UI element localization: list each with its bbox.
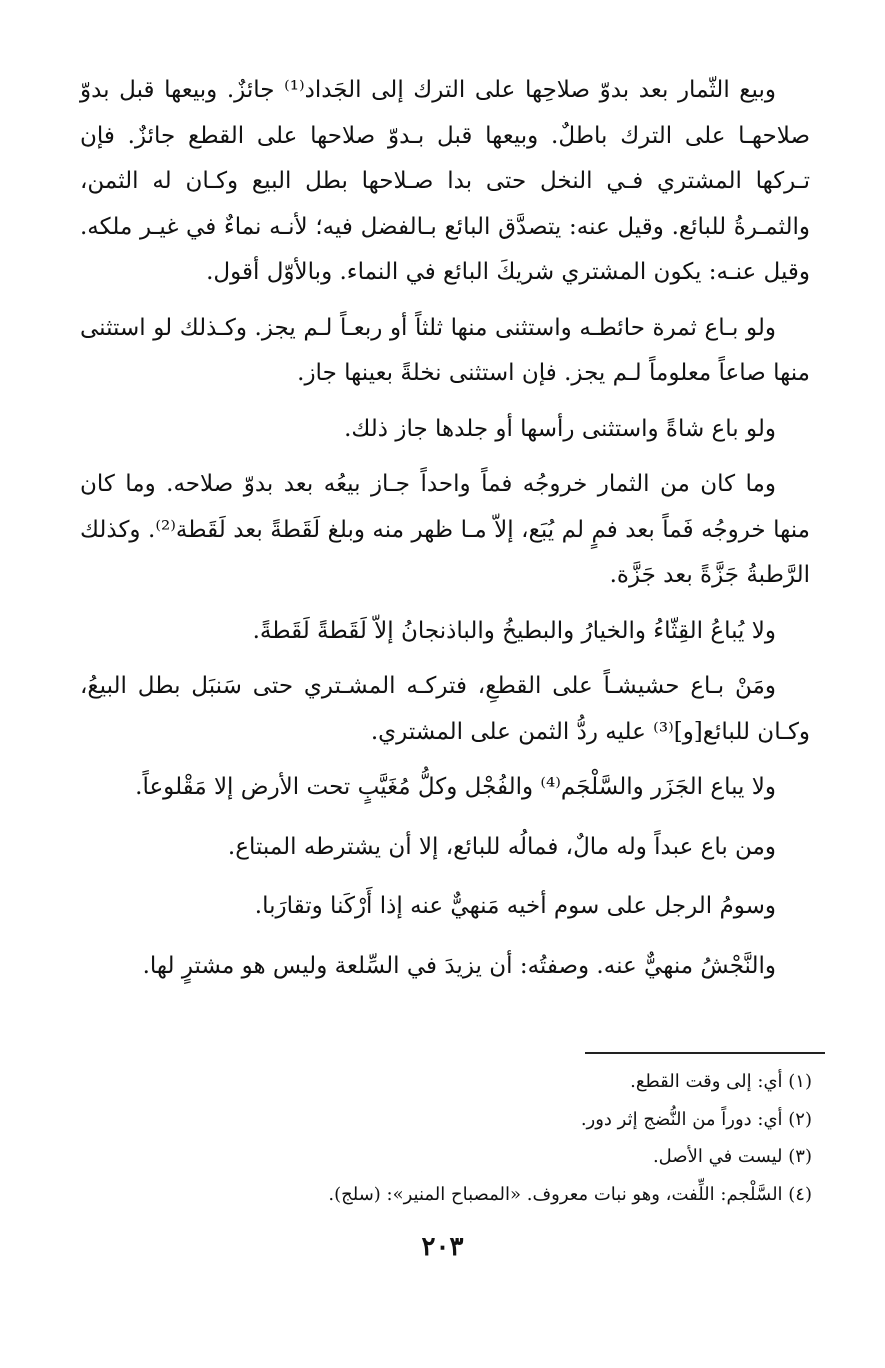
footnote-item: (٣) ليست في الأصل. [652,1146,812,1167]
paragraph-najsh: والنَّجْشُ منهيٌّ عنه. وصفتُه: أن يزيدَ في السِّلعة وليس هو مشترٍ لها. [142,952,776,979]
footnote-item: (١) أي: إلى وقت القطع. [630,1071,812,1092]
paragraph-cucurbits: ولا يُباعُ القِثّاءُ والخيارُ والبطيخُ والباذنجانُ إلاّ لَقَطةً لَقَطةً. [252,617,776,644]
paragraph-fruit-sale: وبيع الثّمار بعد بدوّ صلاحِها على الترك إلى الجَداد⁽¹⁾ جائزٌ. وبيعها قبل بدوّ صلاحهـا على الترك باطلٌ. وبيعها قبل بـدوّ صلاحها على القطع جائزٌ. فإن تـركها المشتري فـي النخل حتى بدا صـلاحها بطل البيع وكـان له الثمن، والثمـرةُ للبائع. وقيل عنه: يتصدَّق البائع بـالفضل فيه؛ لأنـه نماءٌ في غيـر ملكه. وقيل عنـه: يكون المشتري شريكَ البائع في النماء. وبالأوّل أقول. [80,77,810,285]
paragraph-sheep-sale: ولو باع شاةً واستثنى رأسها أو جلدها جاز ذلك. [344,415,776,442]
paragraph-root-vegetables: ولا يباع الجَزَر والسَّلْجَم⁽⁴⁾ والفُجْل وكلُّ مُغَيَّبٍ تحت الأرض إلا مَقْلوعاً. [135,774,776,800]
footnote-item: (٤) السَّلْجم: اللِّفت، وهو نبات معروف. «المصباح المنير»: (سلج). [328,1183,812,1205]
main-text [80,68,810,999]
paragraph-slave-property: ومن باع عبداً وله مالٌ، فمالُه للبائع، إلا أن يشترطه المبتاع. [227,833,776,860]
footnotes [80,1063,812,1213]
paragraph-successive-harvests: وما كان من الثمار خروجُه فماً واحداً جـاز بيعُه بعد بدوّ صلاحه. وما كان منها خروجُه فَماً بعد فمٍ لم يُبَع، إلاّ مـا ظهر منه وبلغ لَقَطةً بعد لَقَطة⁽²⁾. وكذلك الرَّطبةُ جَزَّةً بعد جَزَّة. [80,471,811,588]
paragraph-grass-sale: ومَنْ بـاع حشيشـاً على القطعِ، فتركـه المشـتري حتى سَنبَل بطل البيعُ، وكـان للبائع[و]⁽³⁾ عليه ردُّ الثمن على المشتري. [80,673,810,745]
paragraph-bargaining: وسومُ الرجل على سوم أخيه مَنهيٌّ عنه إذا أَرْكَنا وتقارَبا. [254,893,776,919]
page-number: ٢٠٣ [421,1232,464,1262]
paragraph-orchard-exception: ولو بـاع ثمرة حائطـه واستثنى منها ثلثاً أو ربعـاً لـم يجز. وكـذلك لو استثنى منها صاعاً معلوماً لـم يجز. فإن استثنى نخلةً بعينها جاز. [80,314,810,386]
footnote-item: (٢) أي: دوراً من النُّضج إثر دور. [580,1108,812,1130]
footnote-divider [585,1052,825,1054]
